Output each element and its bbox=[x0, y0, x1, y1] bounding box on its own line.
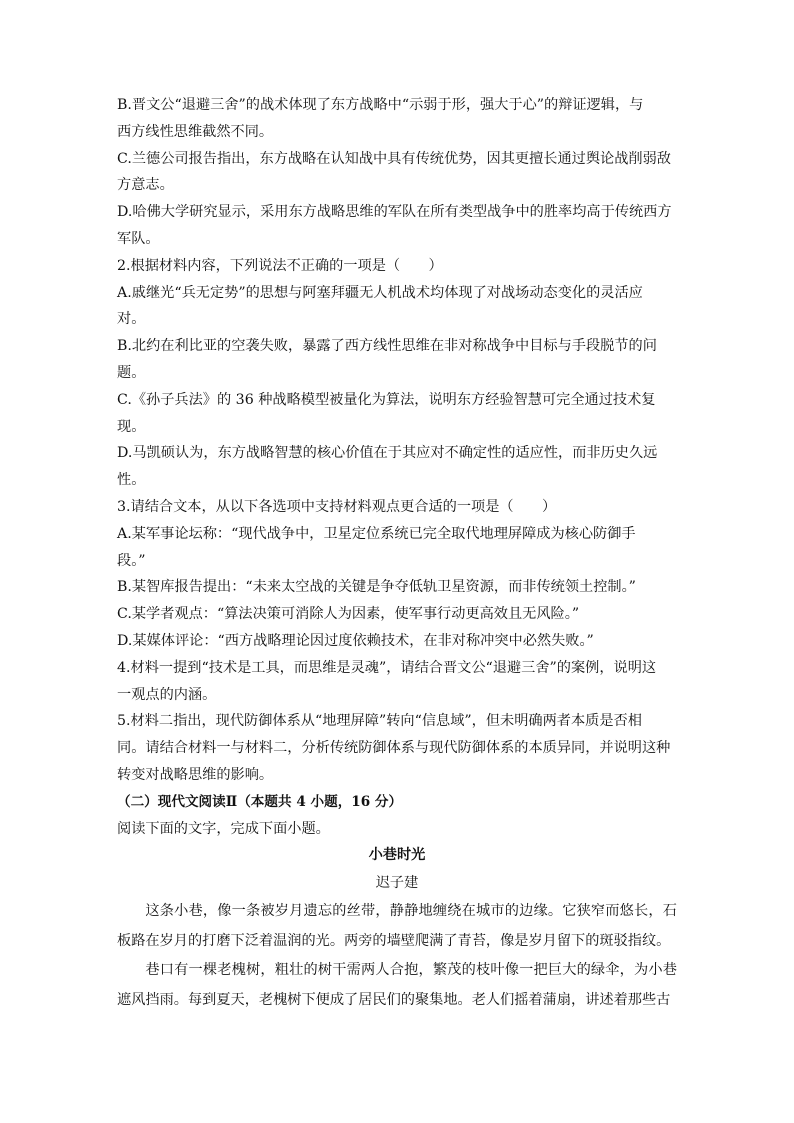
q2-option-a-line2: 对。 bbox=[117, 311, 146, 328]
article-paragraph-2: 巷口有一棵老槐树，粗壮的树干需两人合抱，繁茂的枝叶像一把巨大的绿伞，为小巷遮风挡雨。每到夏天，老槐树下便成了居民们的聚集地。老人们摇着蒲扇，讲述着那些古 bbox=[117, 962, 677, 1008]
article-paragraph-1: 这条小巷，像一条被岁月遗忘的丝带，静静地缠绕在城市的边缘。它狭窄而悠长，石板路在岁月的打磨下泛着温润的光。两旁的墙壁爬满了青苔，像是岁月留下的斑驳指纹。 bbox=[117, 903, 677, 949]
q5-line2: 同。请结合材料一与材料二，分析传统防御体系与现代防御体系的本质异同，并说明这种 bbox=[117, 740, 671, 757]
q2-option-d-line1: D.马凯硕认为，东方战略智慧的核心价值在于其应对不确定性的适应性，而非历史久远 bbox=[117, 445, 658, 462]
q3-option-b: B.某智库报告提出：“未来太空战的关键是争夺低轨卫星资源，而非传统领土控制。” bbox=[117, 579, 636, 596]
q3-option-a-line1: A.某军事论坛称：“现代战争中，卫星定位系统已完全取代地理屏障成为核心防御手 bbox=[117, 525, 636, 542]
reading-instruction: 阅读下面的文字，完成下面小题。 bbox=[117, 820, 330, 837]
q1-option-c-line1: C.兰德公司报告指出，东方战略在认知战中具有传统优势，因其更擅长通过舆论战削弱敌 bbox=[117, 150, 671, 167]
section-heading: （二）现代文阅读Ⅱ（本题共 4 小题，16 分） bbox=[117, 793, 403, 810]
q5-line1: 5.材料二指出，现代防御体系从“地理屏障”转向“信息域”，但未明确两者本质是否相 bbox=[117, 713, 642, 730]
q2-option-c-line2: 现。 bbox=[117, 418, 146, 435]
article-title: 小巷时光 bbox=[368, 847, 426, 864]
q2-option-b-line2: 题。 bbox=[117, 364, 146, 381]
q2-option-d-line2: 性。 bbox=[117, 472, 146, 489]
q2-option-b-line1: B.北约在利比亚的空袭失败，暴露了西方线性思维在非对称战争中目标与手段脱节的问 bbox=[117, 338, 657, 355]
q3-option-d: D.某媒体评论：“西方战略理论因过度依赖技术，在非对称冲突中必然失败。” bbox=[117, 632, 594, 649]
q3-option-c: C.某学者观点：“算法决策可消除人为因素，使军事行动更高效且无风险。” bbox=[117, 606, 580, 623]
q3-option-a-line2: 段。” bbox=[117, 552, 146, 569]
q1-option-c-line2: 方意志。 bbox=[117, 177, 174, 194]
q2-option-c-line1: C.《孙子兵法》的 36 种战略模型被量化为算法，说明东方经验智慧可完全通过技术复 bbox=[117, 391, 656, 408]
q1-option-d-line2: 军队。 bbox=[117, 230, 160, 247]
q5-line3: 转变对战略思维的影响。 bbox=[117, 766, 274, 783]
q2-option-a-line1: A.戚继光“兵无定势”的思想与阿塞拜疆无人机战术均体现了对战场动态变化的灵活应 bbox=[117, 284, 643, 301]
q1-option-b-line1: B.晋文公“退避三舍”的战术体现了东方战略中“示弱于形，强大于心”的辩证逻辑，与 bbox=[117, 97, 644, 113]
q4-line1: 4.材料一提到“技术是工具，而思维是灵魂”，请结合晋文公“退避三舍”的案例，说明这 bbox=[117, 659, 657, 676]
q1-option-b-line2: 西方线性思维截然不同。 bbox=[117, 123, 274, 140]
document-page bbox=[117, 92, 677, 1015]
article-author: 迟子建 bbox=[375, 875, 419, 892]
q2-stem: 2.根据材料内容，下列说法不正确的一项是（ ） bbox=[117, 257, 443, 274]
q4-line2: 一观点的内涵。 bbox=[117, 686, 217, 703]
q3-stem: 3.请结合文本，从以下各选项中支持材料观点更合适的一项是（ ） bbox=[117, 498, 557, 515]
q1-option-d-line1: D.哈佛大学研究显示，采用东方战略思维的军队在所有类型战争中的胜率均高于传统西方 bbox=[117, 204, 672, 221]
